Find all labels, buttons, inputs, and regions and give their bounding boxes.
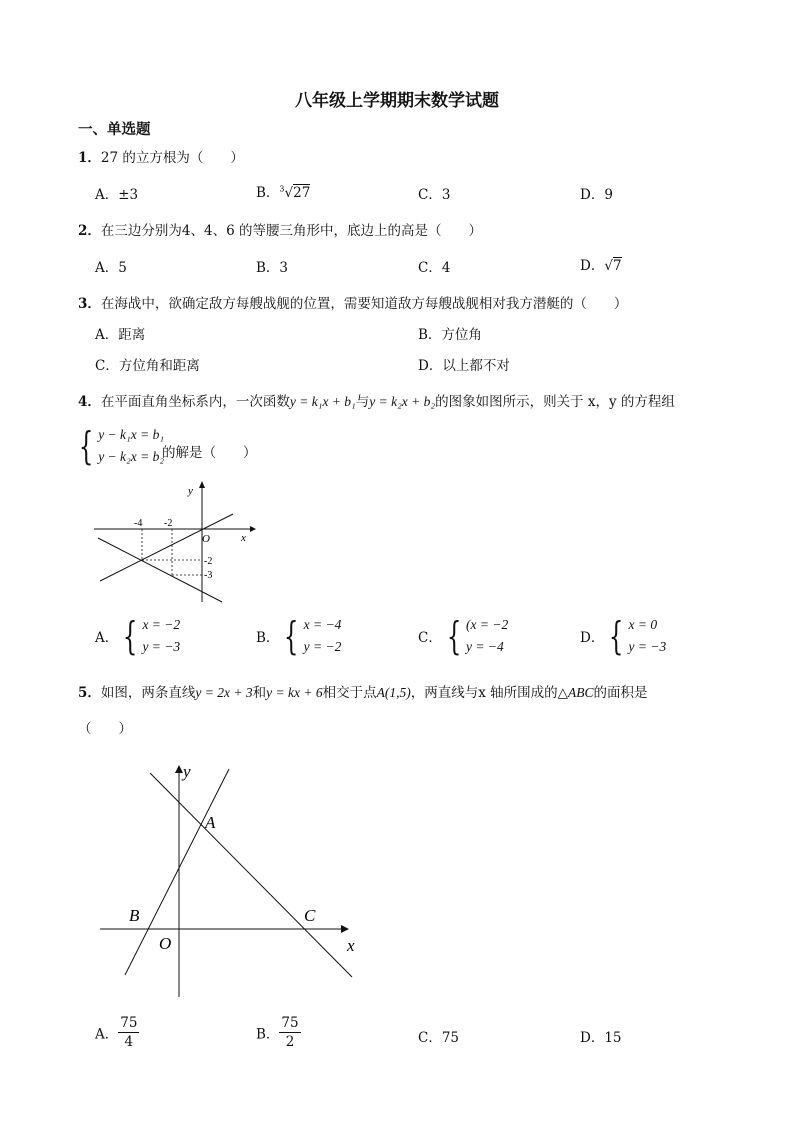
option-system: x = −2 y = −3 xyxy=(142,617,181,654)
q1-option-b[interactable] xyxy=(256,181,310,201)
question-5 xyxy=(78,681,648,701)
y-axis-label: y xyxy=(183,762,191,781)
q5-option-b[interactable] xyxy=(256,1014,301,1051)
fraction: $\frac{75}{2}$ xyxy=(281,1015,299,1050)
question-stem-part: 相交于点 xyxy=(322,685,377,701)
triangle-name: △ABC xyxy=(557,685,594,700)
question-stem: 在三边分别为4、4、6 的等腰三角形中，底边上的高是（ ） xyxy=(100,223,482,239)
question-stem: 在海战中，欲确定敌方每艘战舰的位置，需要知道敌方每艘战舰相对我方潜艇的（ ） xyxy=(100,296,628,312)
fraction: $\frac{75}{4}$ xyxy=(120,1015,138,1050)
question-stem-part: 的图象如图所示，则关于 x，y 的方程组 xyxy=(435,394,675,410)
option-prefix: D． xyxy=(580,630,605,646)
question-number: 5． xyxy=(78,685,101,701)
x-axis-label: x xyxy=(347,936,355,955)
point-c-label: C xyxy=(304,906,316,925)
q4-figure xyxy=(90,478,260,608)
equation-1: y = k₁x + b₁ xyxy=(289,394,356,409)
q4-option-c[interactable] xyxy=(418,614,508,658)
section-heading: 一、单选题 xyxy=(78,121,151,138)
option-prefix: A． xyxy=(95,630,119,646)
page-title: 八年级上学期期末数学试题 xyxy=(295,91,499,111)
brace-icon: { xyxy=(446,614,462,658)
question-stem-part: 的解是（ ） xyxy=(162,445,257,461)
point-a: A(1,5) xyxy=(376,685,411,700)
point-a-label: A xyxy=(205,813,216,832)
radicand: 7 xyxy=(612,258,622,274)
option-prefix: B． xyxy=(256,630,280,646)
q4-option-a[interactable] xyxy=(95,614,180,658)
question-1 xyxy=(78,146,244,166)
option-system: (x = −2 y = −4 xyxy=(466,617,509,654)
line-y-kx-6 xyxy=(150,773,352,977)
option-prefix: B． xyxy=(256,1026,280,1043)
q2-option-a[interactable]: A．5 xyxy=(95,260,127,276)
q5-option-d[interactable]: D．15 xyxy=(580,1030,622,1046)
question-number: 1． xyxy=(78,150,101,166)
radicand: 27 xyxy=(293,185,311,201)
equation-2: y = kx + 6 xyxy=(266,685,323,700)
q1-option-a[interactable]: A．±3 xyxy=(95,187,139,203)
brace-icon: { xyxy=(284,614,299,658)
question-2 xyxy=(78,219,482,239)
equation-system xyxy=(74,424,164,468)
q5-option-c[interactable]: C．75 xyxy=(418,1030,460,1046)
system-lines: y − k₁x = b₁ y − k₂x = b₂ xyxy=(98,427,165,464)
y-tick-label: -3 xyxy=(204,570,213,581)
x-tick-label: -2 xyxy=(164,518,173,529)
q2-option-b[interactable]: B．3 xyxy=(256,260,289,276)
brace-icon: { xyxy=(609,614,624,658)
radical-sign: √ xyxy=(604,258,613,274)
x-axis-arrow-icon xyxy=(250,526,256,532)
answer-bracket: （ ） xyxy=(78,721,132,737)
question-number: 4． xyxy=(78,394,101,410)
x-tick-label: -4 xyxy=(134,518,143,529)
question-stem: 27 的立方根为（ ） xyxy=(100,150,244,166)
point-b-label: B xyxy=(129,906,140,925)
y-tick-label: -2 xyxy=(204,556,213,567)
q3-option-a[interactable]: A．距离 xyxy=(95,327,146,343)
radical-index: 3 xyxy=(279,184,285,194)
y-axis-label: y xyxy=(188,485,193,497)
q2-option-c[interactable]: C．4 xyxy=(418,260,451,276)
question-stem-part: 的面积是 xyxy=(593,685,648,701)
brace-icon: { xyxy=(123,614,138,658)
option-prefix: B． xyxy=(256,185,280,201)
q3-option-c[interactable]: C．方位角和距离 xyxy=(95,358,200,374)
q3-option-b[interactable]: B．方位角 xyxy=(418,327,482,343)
q5-figure xyxy=(95,755,370,1005)
question-stem-part: ，两直线与x 轴所围成的 xyxy=(410,685,558,701)
question-number: 3． xyxy=(78,296,101,312)
q2-option-d[interactable] xyxy=(580,254,622,274)
origin-label: O xyxy=(202,533,210,545)
question-4 xyxy=(78,390,675,410)
x-axis-arrow-icon xyxy=(341,925,349,933)
q3-option-d[interactable]: D．以上都不对 xyxy=(418,358,510,374)
equation-1: y = 2x + 3 xyxy=(195,685,253,700)
option-prefix: C． xyxy=(418,630,442,646)
equation-2: y = k₂x + b₂ xyxy=(369,394,436,409)
q4-option-b[interactable] xyxy=(256,614,341,658)
y-axis-arrow-icon xyxy=(199,481,205,488)
q1-option-c[interactable]: C．3 xyxy=(418,187,451,203)
option-prefix: A． xyxy=(95,1026,119,1043)
question-stem-part: 与 xyxy=(355,394,370,410)
origin-label: O xyxy=(159,934,172,953)
question-number: 2． xyxy=(78,223,101,239)
q4-option-d[interactable] xyxy=(580,614,666,658)
y-axis-arrow-icon xyxy=(175,765,183,773)
option-prefix: D． xyxy=(580,258,605,274)
question-stem-part: 在平面直角坐标系内，一次函数 xyxy=(100,394,290,410)
question-stem-part: 和 xyxy=(252,685,267,701)
option-system: x = 0 y = −3 xyxy=(628,617,667,654)
question-3 xyxy=(78,292,627,312)
question-stem-part: 如图，两条直线 xyxy=(100,685,196,701)
q5-option-a[interactable] xyxy=(95,1014,139,1051)
option-system: x = −4 y = −2 xyxy=(303,617,342,654)
x-axis-label: x xyxy=(241,532,246,544)
radical-sign: √ xyxy=(284,185,294,201)
q1-option-d[interactable]: D．9 xyxy=(580,187,613,203)
brace-icon: { xyxy=(78,424,94,468)
